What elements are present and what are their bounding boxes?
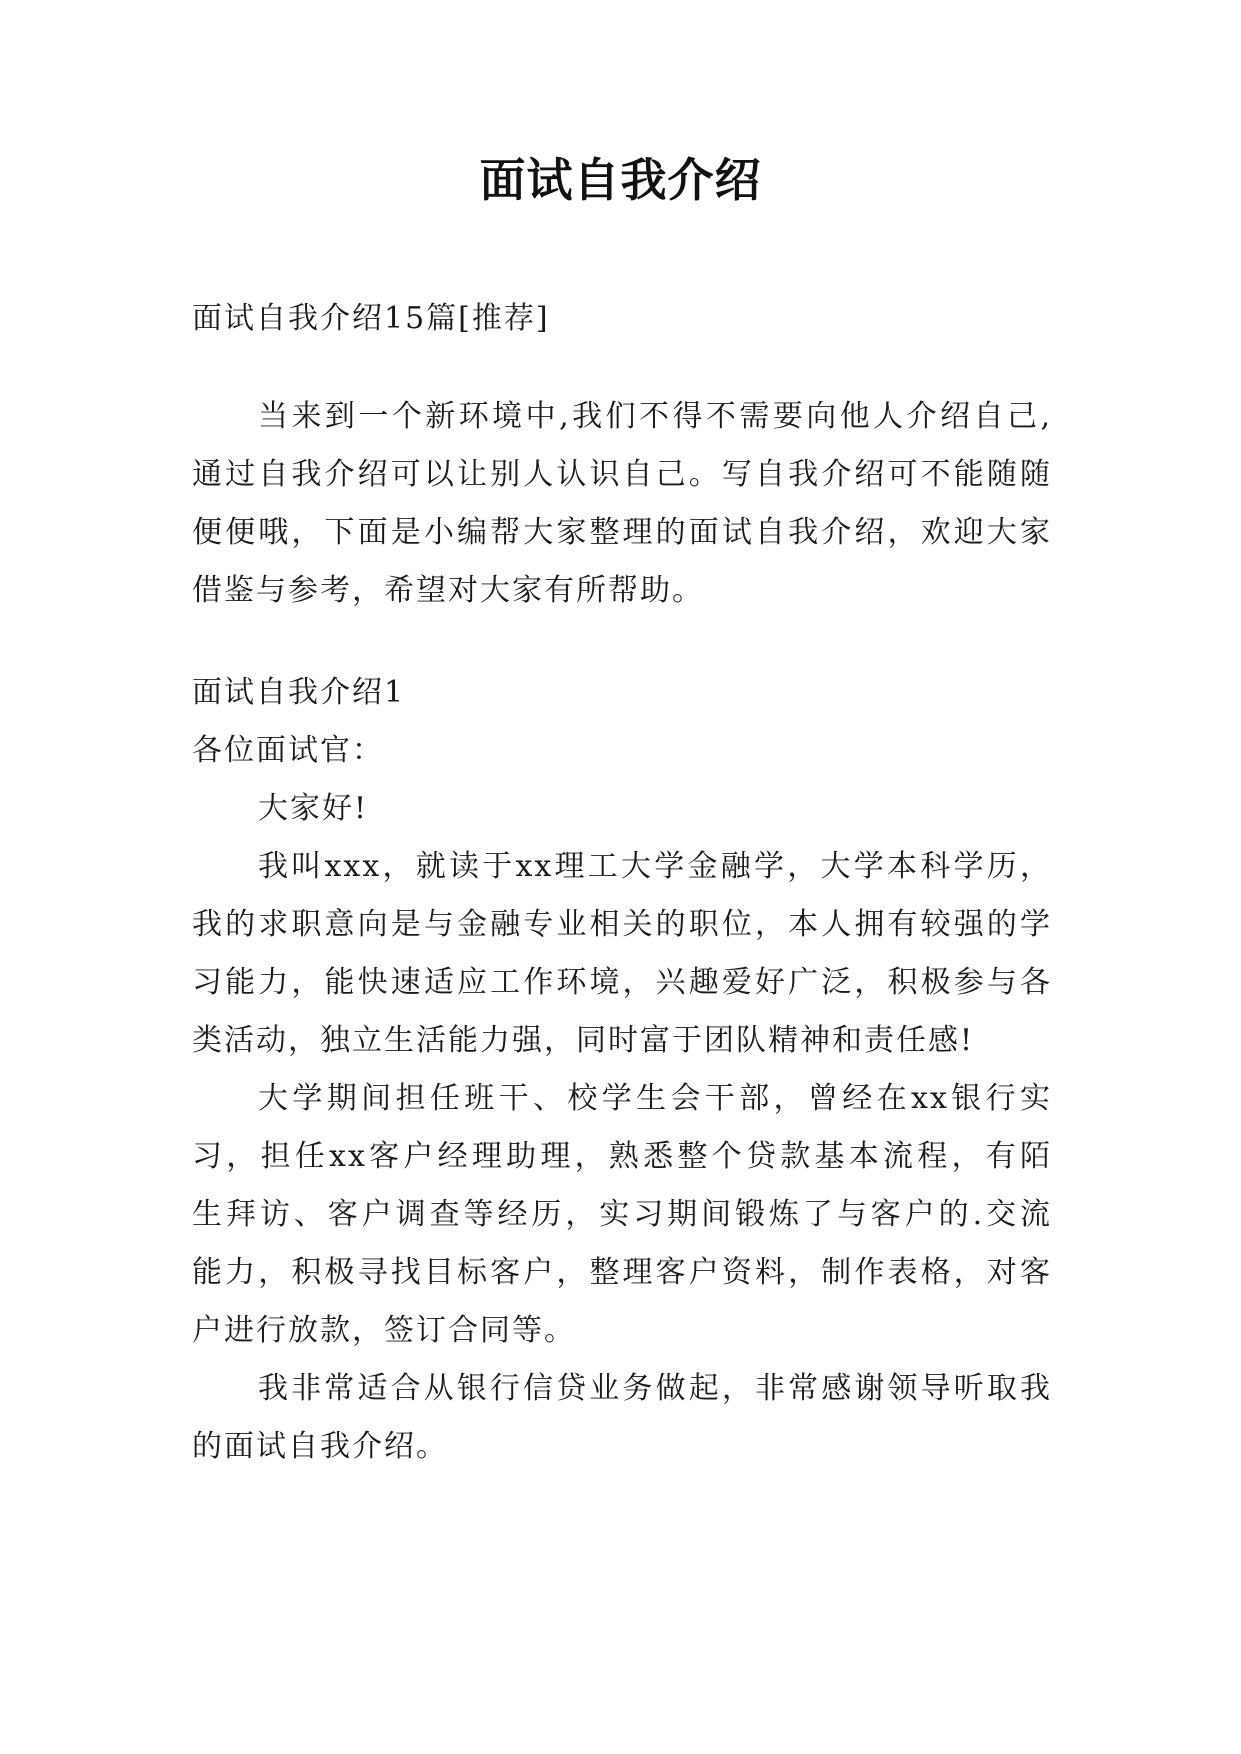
- intro-line: 通过自我介绍可以让别人认识自己。写自我介绍可不能随随: [192, 457, 1052, 492]
- intro-line: 当来到一个新环境中,我们不得不需要向他人介绍自己,: [258, 399, 1052, 434]
- document-subtitle: 面试自我介绍15篇[推荐]: [192, 301, 550, 336]
- paragraph-1: [192, 838, 1052, 1070]
- paragraph-line: 类活动，独立生活能力强，同时富于团队精神和责任感!: [192, 1023, 975, 1058]
- paragraph-2: [192, 1070, 1052, 1360]
- paragraph-3: [192, 1360, 1052, 1476]
- paragraph-line: 我的求职意向是与金融专业相关的职位，本人拥有较强的学: [192, 907, 1052, 942]
- intro-line: 借鉴与参考，希望对大家有所帮助。: [192, 573, 704, 608]
- salutation: 各位面试官：: [192, 733, 384, 768]
- intro-line: 便便哦，下面是小编帮大家整理的面试自我介绍，欢迎大家: [192, 515, 1052, 550]
- paragraph-line: 户进行放款，签订合同等。: [192, 1313, 576, 1348]
- paragraph-line: 我非常适合从银行信贷业务做起，非常感谢领导听取我: [258, 1371, 1052, 1406]
- paragraph-line: 能力，积极寻找目标客户，整理客户资料，制作表格，对客: [192, 1255, 1052, 1290]
- paragraph-line: 生拜访、客户调查等经历，实习期间锻炼了与客户的.交流: [192, 1197, 1052, 1232]
- intro-paragraph: [192, 388, 1052, 620]
- paragraph-line: 习，担任xx客户经理助理，熟悉整个贷款基本流程，有陌: [192, 1139, 1052, 1174]
- paragraph-line: 大学期间担任班干、校学生会干部，曾经在xx银行实: [258, 1081, 1052, 1116]
- document-title: 面试自我介绍: [479, 153, 762, 207]
- section-heading: 面试自我介绍1: [192, 675, 406, 710]
- paragraph-line: 我叫xxx，就读于xx理工大学金融学，大学本科学历，: [258, 849, 1052, 884]
- greeting: 大家好!: [258, 791, 369, 826]
- document-body: [192, 290, 1052, 1476]
- section-1: [192, 664, 1052, 1476]
- paragraph-line: 习能力，能快速适应工作环境，兴趣爱好广泛，积极参与各: [192, 965, 1052, 1000]
- paragraph-line: 的面试自我介绍。: [192, 1429, 448, 1464]
